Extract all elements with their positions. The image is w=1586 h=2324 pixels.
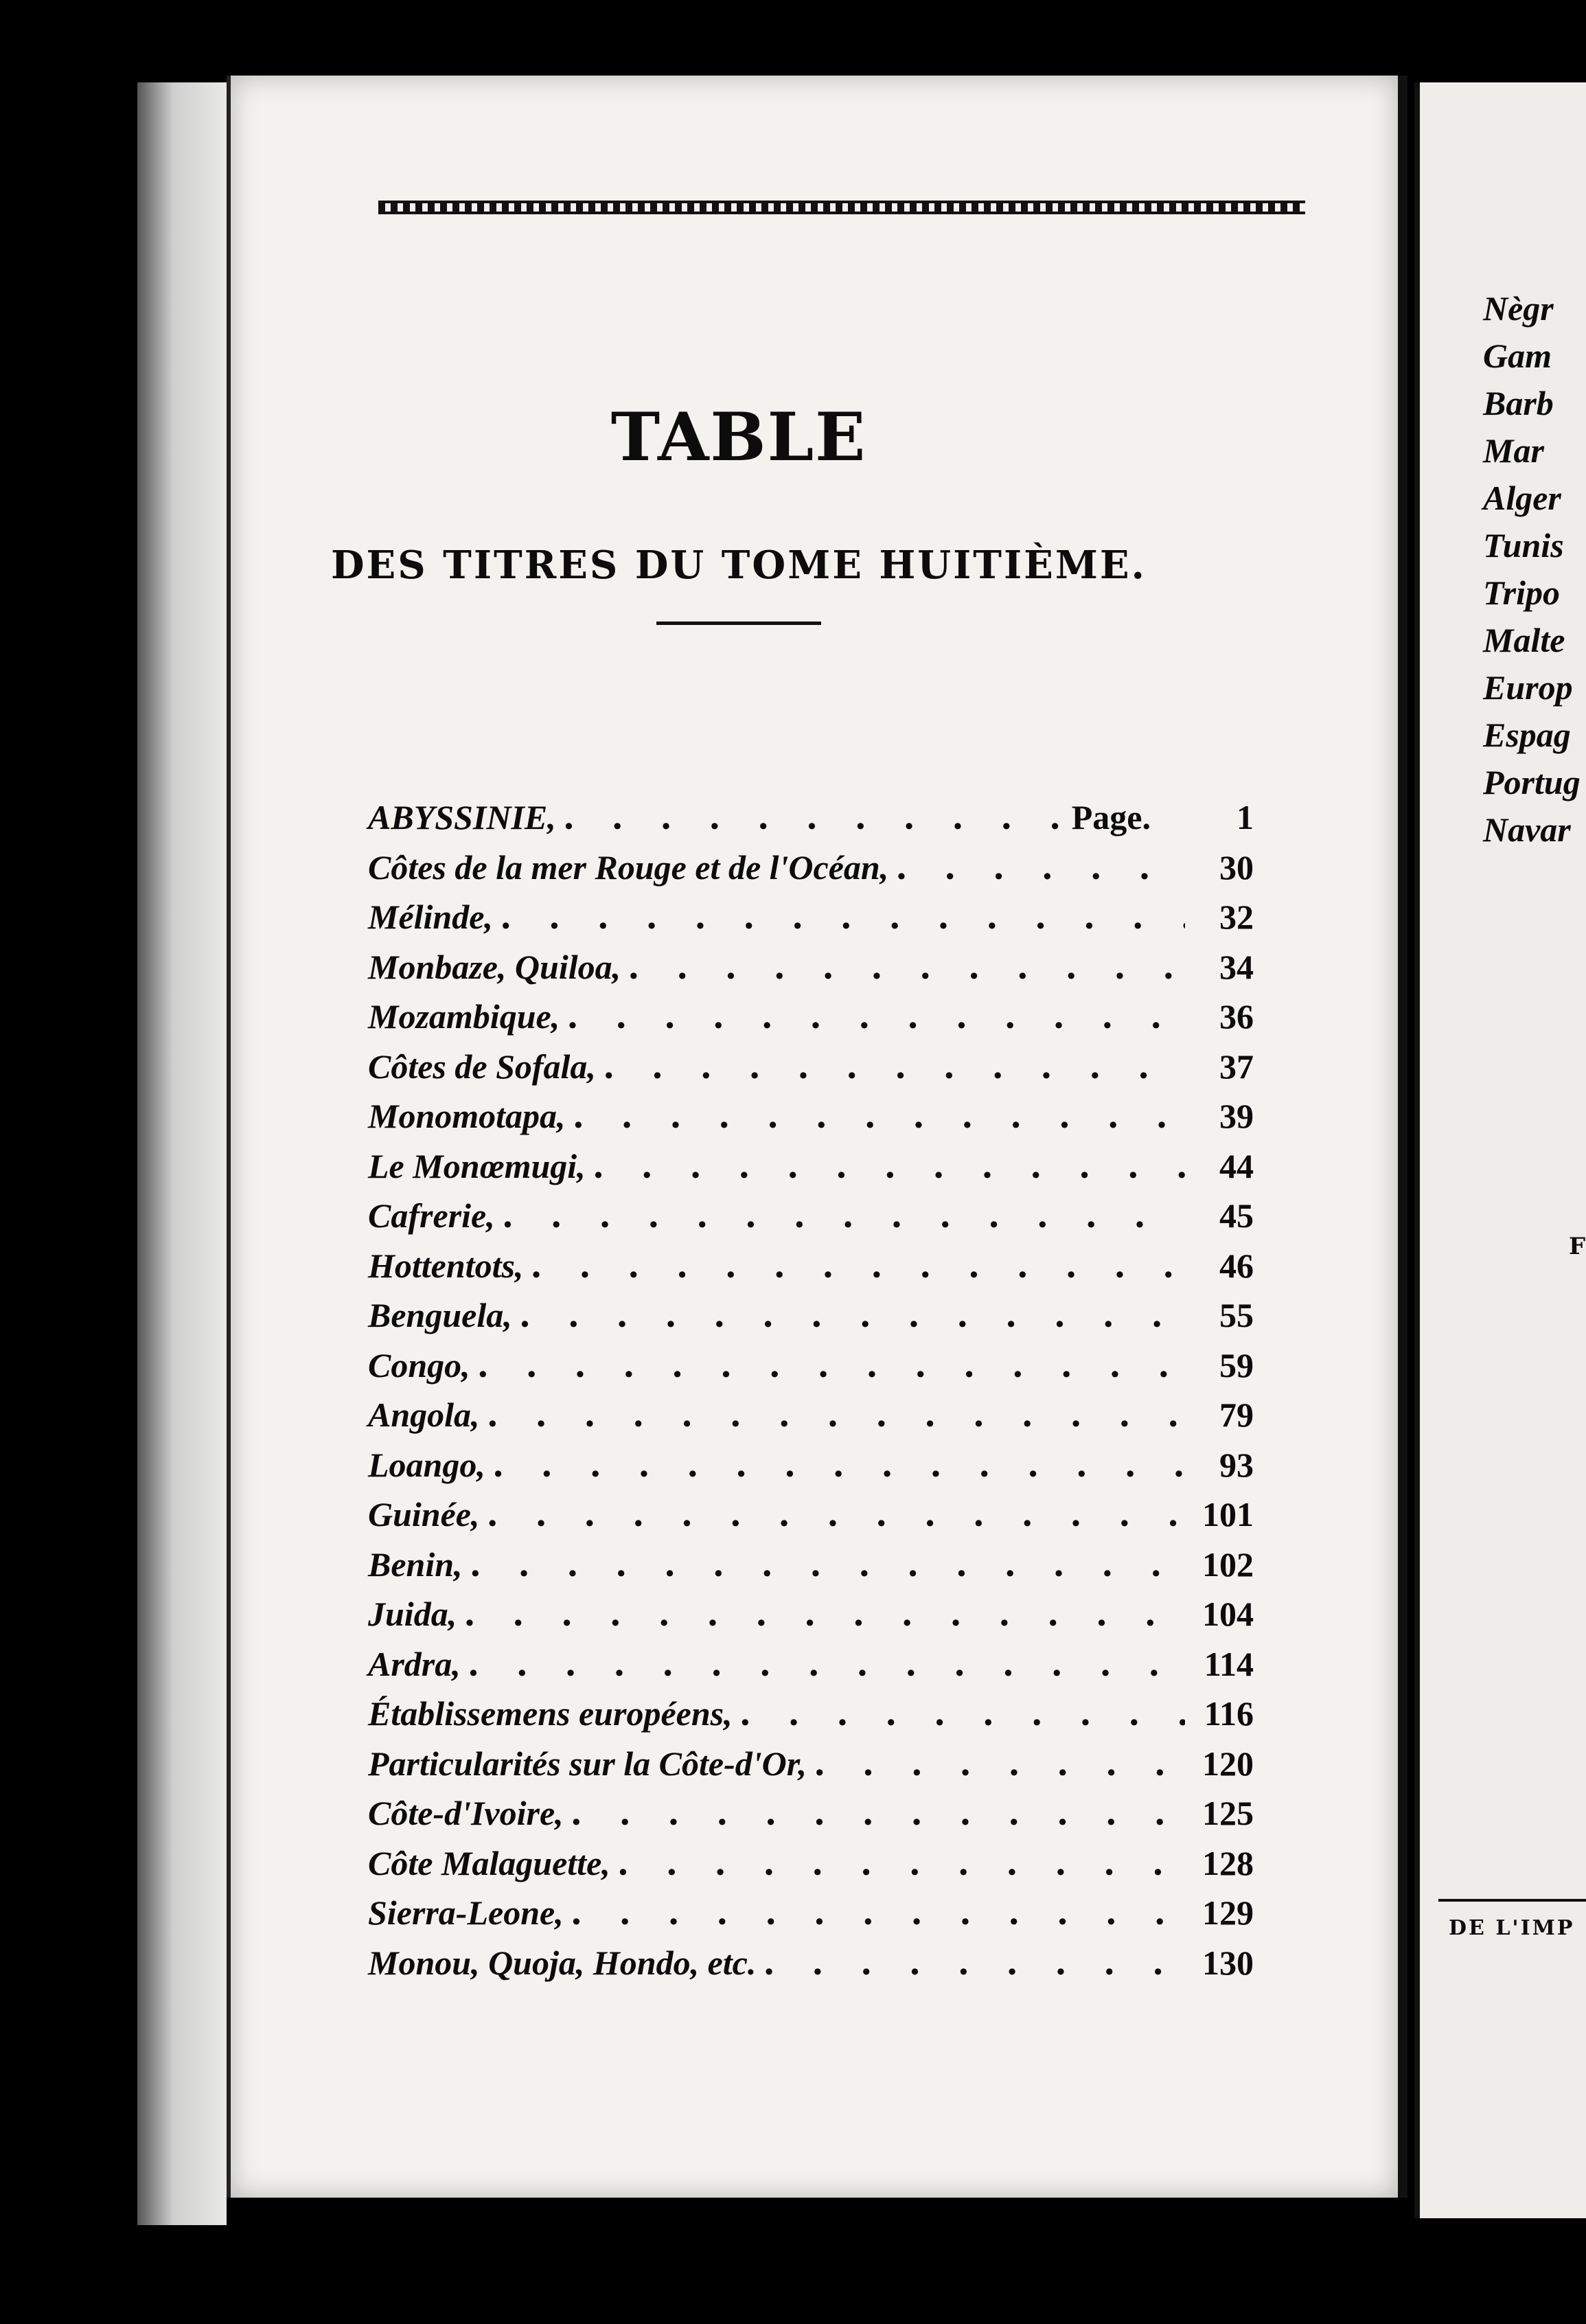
adjacent-entry: Tunis bbox=[1483, 526, 1564, 565]
table-of-contents bbox=[368, 797, 1254, 1992]
adjacent-entry: Malte bbox=[1483, 621, 1565, 659]
dot-leader bbox=[477, 1345, 1185, 1385]
adjacent-entry: Espag bbox=[1483, 716, 1571, 754]
adjacent-entry: Gam bbox=[1483, 337, 1552, 375]
dot-leader bbox=[763, 1942, 1185, 1983]
toc-entry-page: 32 bbox=[1219, 898, 1254, 936]
toc-entry-page: 45 bbox=[1219, 1196, 1254, 1235]
toc-entry-page: 34 bbox=[1219, 947, 1254, 986]
toc-entry-page: 116 bbox=[1204, 1694, 1254, 1733]
toc-entry-page: 39 bbox=[1219, 1097, 1254, 1135]
toc-entry-page: 120 bbox=[1202, 1744, 1254, 1783]
toc-entry-name: Benin, bbox=[368, 1545, 463, 1584]
toc-entry-name: Mozambique, bbox=[368, 997, 560, 1036]
adjacent-page-letter: F bbox=[1569, 1233, 1586, 1260]
dot-leader bbox=[566, 996, 1185, 1036]
dot-leader bbox=[500, 896, 1185, 937]
adjacent-entry: Nègr bbox=[1483, 289, 1554, 328]
toc-entry-name: Sierra-Leone, bbox=[368, 1893, 564, 1932]
toc-entry-page: 37 bbox=[1219, 1047, 1254, 1086]
toc-entry bbox=[368, 1643, 1254, 1694]
toc-entry bbox=[368, 996, 1254, 1046]
toc-entry-name: Monbaze, Quiloa, bbox=[368, 947, 621, 986]
toc-entry-page: 125 bbox=[1202, 1794, 1254, 1832]
title-divider bbox=[656, 622, 821, 625]
toc-entry bbox=[368, 1444, 1254, 1494]
page-column-label: Page. bbox=[1071, 798, 1151, 836]
toc-entry bbox=[368, 1245, 1254, 1295]
adjacent-page-list bbox=[1483, 288, 1586, 857]
toc-entry-page: 36 bbox=[1219, 997, 1254, 1036]
toc-entry-page: 114 bbox=[1204, 1644, 1254, 1683]
toc-entry bbox=[368, 1792, 1254, 1843]
toc-entry-name: ABYSSINIE, bbox=[368, 798, 556, 836]
adjacent-entry: Portug bbox=[1483, 763, 1581, 801]
toc-entry-page: 129 bbox=[1202, 1893, 1254, 1932]
dot-leader bbox=[519, 1295, 1185, 1335]
dot-leader bbox=[895, 847, 1185, 887]
dot-leader bbox=[573, 1095, 1185, 1136]
toc-entry bbox=[368, 1195, 1254, 1245]
toc-entry-name: Côtes de Sofala, bbox=[368, 1047, 596, 1086]
toc-entry-name: Hottentots, bbox=[368, 1246, 524, 1285]
toc-entry bbox=[368, 1494, 1254, 1544]
toc-entry bbox=[368, 1095, 1254, 1146]
adjacent-entry: Tripo bbox=[1483, 573, 1561, 612]
toc-entry-name: Guinée, bbox=[368, 1495, 480, 1534]
toc-entry bbox=[368, 1295, 1254, 1345]
toc-entry-name: Le Monœmugi, bbox=[368, 1146, 586, 1185]
toc-entry-name: Loango, bbox=[368, 1445, 485, 1484]
adjacent-page-footer: DE L'IMP bbox=[1449, 1916, 1575, 1940]
toc-entry-name: Congo, bbox=[368, 1345, 470, 1385]
toc-entry bbox=[368, 797, 1254, 847]
toc-entry-name: Juida, bbox=[368, 1595, 457, 1633]
toc-entry bbox=[368, 1892, 1254, 1942]
dot-leader bbox=[487, 1494, 1186, 1534]
dot-leader bbox=[617, 1843, 1185, 1883]
toc-entry-page: 130 bbox=[1202, 1943, 1254, 1982]
toc-entry bbox=[368, 1046, 1254, 1096]
toc-entry bbox=[368, 946, 1254, 996]
toc-entry-page: 93 bbox=[1219, 1445, 1254, 1484]
toc-entry-page: 79 bbox=[1219, 1395, 1254, 1434]
toc-entry-name: Ardra, bbox=[368, 1644, 461, 1683]
dot-leader bbox=[603, 1046, 1185, 1086]
adjacent-footer-rule bbox=[1438, 1899, 1586, 1902]
toc-entry-name: Mélinde, bbox=[368, 898, 493, 936]
dot-leader bbox=[571, 1892, 1185, 1933]
dot-leader bbox=[468, 1643, 1185, 1684]
toc-entry bbox=[368, 1942, 1254, 1992]
dot-leader bbox=[487, 1394, 1185, 1435]
toc-entry-name: Monou, Quoja, Hondo, etc. bbox=[368, 1943, 757, 1982]
dot-leader bbox=[463, 1593, 1185, 1634]
dot-leader bbox=[563, 797, 1065, 837]
book-gutter bbox=[137, 82, 227, 2225]
adjacent-entry: Navar bbox=[1483, 810, 1571, 849]
toc-entry-page: 101 bbox=[1202, 1495, 1254, 1534]
toc-entry-page: 46 bbox=[1219, 1246, 1254, 1285]
toc-entry-page: 44 bbox=[1219, 1146, 1254, 1185]
toc-entry bbox=[368, 1146, 1254, 1196]
toc-entry bbox=[368, 896, 1254, 946]
dot-leader bbox=[502, 1195, 1185, 1235]
toc-entry-page: 59 bbox=[1219, 1345, 1254, 1385]
dot-leader bbox=[593, 1146, 1185, 1186]
page-subtitle: DES TITRES DU TOME HUITIÈME. bbox=[330, 543, 1147, 588]
toc-entry-name: Côte-d'Ivoire, bbox=[368, 1794, 564, 1832]
toc-entry-name: Angola, bbox=[368, 1395, 480, 1434]
toc-entry-page: 55 bbox=[1219, 1296, 1254, 1334]
toc-entry-page: 102 bbox=[1202, 1545, 1254, 1584]
dot-leader bbox=[492, 1444, 1185, 1485]
dot-leader bbox=[470, 1544, 1185, 1584]
dot-leader bbox=[628, 946, 1185, 987]
toc-entry-page: 30 bbox=[1219, 847, 1254, 887]
toc-entry-page: 1 bbox=[1237, 798, 1254, 836]
toc-entry-name: Cafrerie, bbox=[368, 1196, 495, 1235]
toc-entry-name: Particularités sur la Côte-d'Or, bbox=[368, 1744, 807, 1783]
dot-leader bbox=[814, 1743, 1185, 1784]
adjacent-entry: Barb bbox=[1483, 384, 1554, 422]
toc-entry bbox=[368, 1693, 1254, 1743]
book-page bbox=[227, 76, 1407, 2198]
toc-entry-name: Monomotapa, bbox=[368, 1097, 566, 1135]
toc-entry bbox=[368, 1394, 1254, 1444]
toc-entry-page: 128 bbox=[1202, 1843, 1254, 1882]
dot-leader bbox=[739, 1693, 1185, 1733]
toc-entry-name: Benguela, bbox=[368, 1296, 512, 1334]
adjacent-entry: Europ bbox=[1483, 668, 1573, 707]
page-title: TABLE bbox=[610, 398, 867, 476]
toc-entry-name: Côte Malaguette, bbox=[368, 1843, 610, 1882]
toc-entry-page: 104 bbox=[1202, 1595, 1254, 1633]
adjacent-entry: Alger bbox=[1483, 479, 1561, 517]
toc-entry-name: Côtes de la mer Rouge et de l'Océan, bbox=[368, 847, 889, 887]
toc-entry-name: Établissemens européens, bbox=[368, 1694, 733, 1733]
toc-entry bbox=[368, 1593, 1254, 1643]
toc-entry bbox=[368, 1345, 1254, 1395]
toc-entry bbox=[368, 1743, 1254, 1793]
header-ornament-rule bbox=[378, 201, 1305, 214]
toc-entry bbox=[368, 1544, 1254, 1594]
dot-leader bbox=[530, 1245, 1185, 1286]
dot-leader bbox=[571, 1792, 1185, 1833]
toc-entry bbox=[368, 847, 1254, 897]
adjacent-entry: Mar bbox=[1483, 431, 1544, 470]
toc-entry bbox=[368, 1843, 1254, 1893]
